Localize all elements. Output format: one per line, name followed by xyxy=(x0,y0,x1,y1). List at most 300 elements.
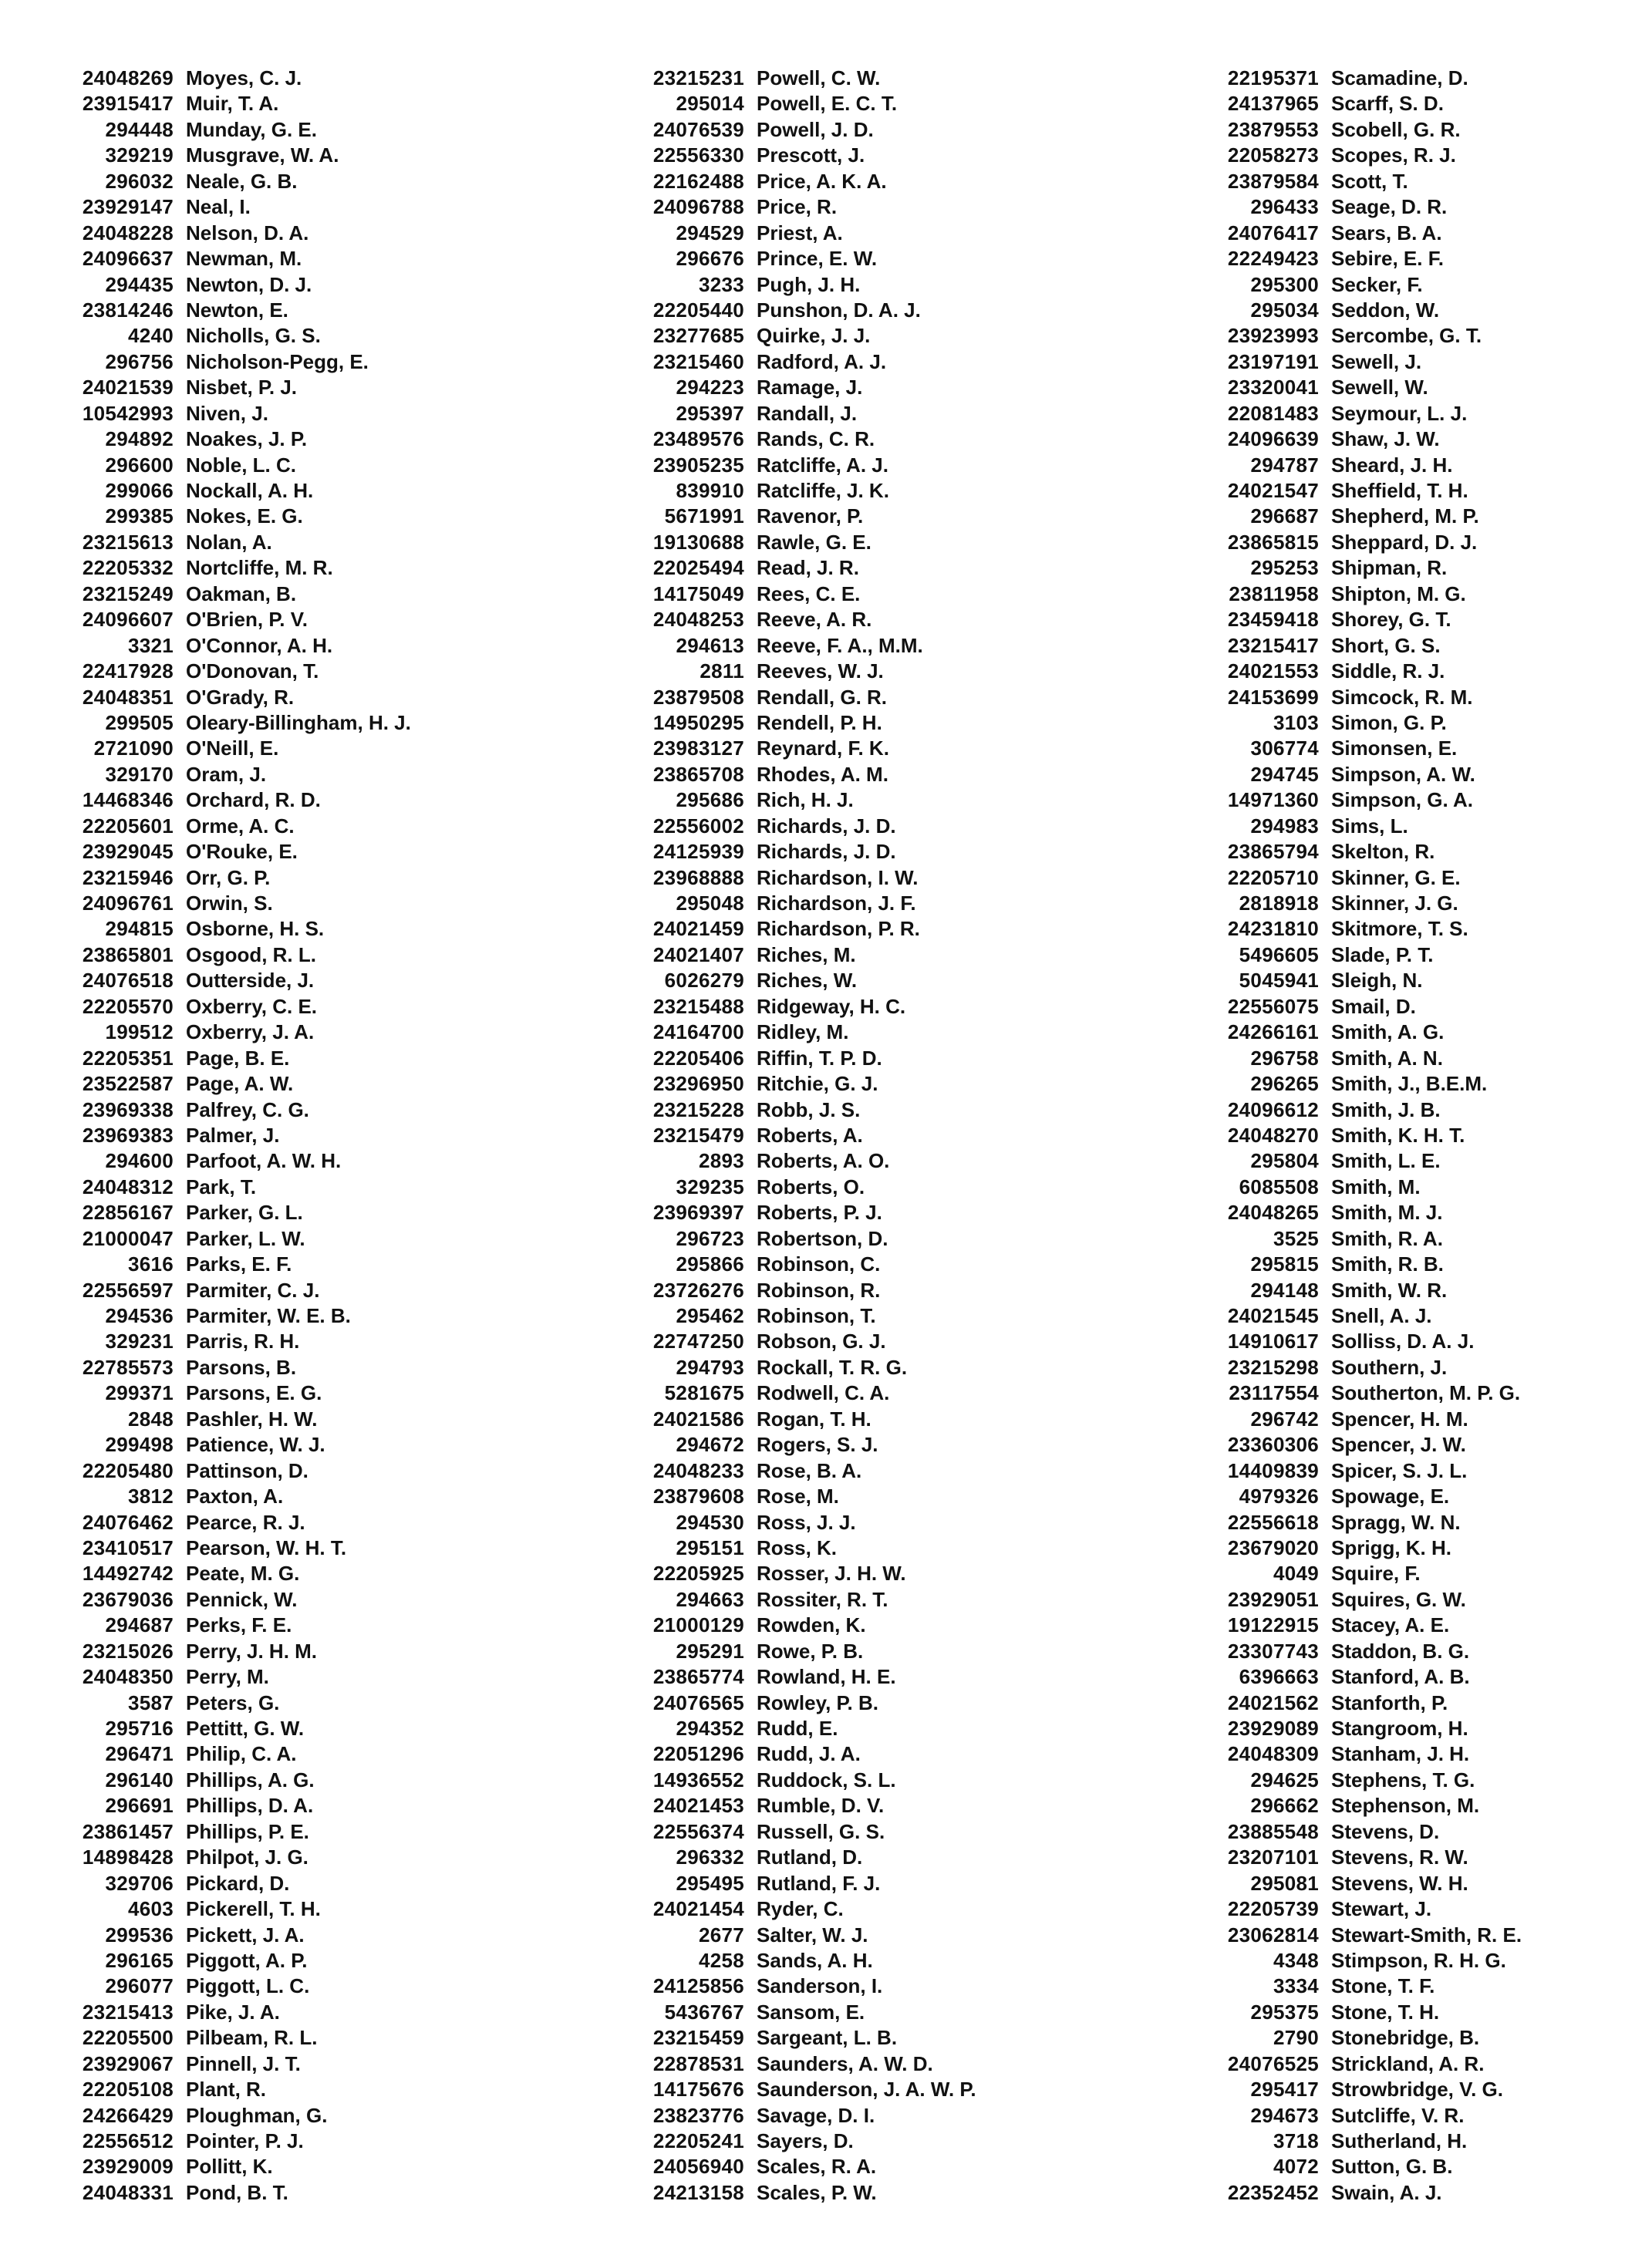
person-name: Newton, E. xyxy=(186,298,288,322)
service-number: 23207101 xyxy=(1227,1845,1319,1869)
person-name: Seage, D. R. xyxy=(1331,195,1448,219)
service-number: 23459418 xyxy=(1227,608,1319,632)
service-number: 294787 xyxy=(1250,453,1319,477)
person-name: Nicholson-Pegg, E. xyxy=(186,349,369,373)
roll-entry xyxy=(46,633,571,659)
service-number: 295048 xyxy=(676,892,744,915)
service-number: 22058273 xyxy=(1227,143,1319,167)
person-name: Nicholls, G. S. xyxy=(186,324,321,348)
roll-entry xyxy=(1192,1510,1652,1535)
service-number: 24021547 xyxy=(1227,479,1319,502)
service-number: 23865801 xyxy=(82,942,174,966)
service-number: 23865774 xyxy=(652,1665,744,1689)
service-number: 23929147 xyxy=(82,195,174,219)
person-name: Park, T. xyxy=(186,1175,257,1198)
person-name: Scales, R. A. xyxy=(757,2155,877,2179)
roll-entry xyxy=(617,1226,1141,1252)
person-name: Rudd, J. A. xyxy=(757,1742,861,1766)
service-number: 5045941 xyxy=(1239,969,1319,993)
roll-entry xyxy=(617,1819,1141,1845)
person-name: Parmiter, C. J. xyxy=(186,1278,320,1302)
service-number: 294983 xyxy=(1250,814,1319,838)
service-number: 296662 xyxy=(1250,1794,1319,1818)
person-name: Seymour, L. J. xyxy=(1331,401,1468,425)
service-number: 24021407 xyxy=(652,942,744,966)
person-name: Pinnell, J. T. xyxy=(186,2051,301,2075)
person-name: Parsons, E. G. xyxy=(186,1381,322,1405)
roll-column-2 xyxy=(617,66,1141,2206)
person-name: Oleary-Billingham, H. J. xyxy=(186,710,411,734)
person-name: Outterside, J. xyxy=(186,969,315,993)
service-number: 3587 xyxy=(127,1690,174,1714)
roll-entry xyxy=(617,891,1141,916)
person-name: Nokes, E. G. xyxy=(186,504,303,528)
roll-entry xyxy=(1192,1458,1652,1484)
person-name: Stevens, R. W. xyxy=(1331,1845,1468,1869)
service-number: 296723 xyxy=(676,1226,744,1250)
service-number: 839910 xyxy=(676,479,744,502)
person-name: Swain, A. J. xyxy=(1331,2180,1442,2204)
person-name: Pashler, H. W. xyxy=(186,1407,318,1431)
service-number: 23215249 xyxy=(82,581,174,605)
service-number: 10542993 xyxy=(82,401,174,425)
roll-entry xyxy=(617,272,1141,298)
roll-entry xyxy=(617,968,1141,993)
person-name: Roberts, O. xyxy=(757,1175,865,1198)
roll-entry xyxy=(1192,1871,1652,1896)
service-number: 23929051 xyxy=(1227,1587,1319,1611)
roll-entry xyxy=(46,1226,571,1252)
person-name: Solliss, D. A. J. xyxy=(1331,1330,1475,1353)
roll-entry xyxy=(617,994,1141,1020)
roll-entry xyxy=(617,2025,1141,2051)
person-name: Spicer, S. J. L. xyxy=(1331,1458,1468,1482)
service-number: 22878531 xyxy=(652,2051,744,2075)
roll-entry xyxy=(617,2180,1141,2206)
service-number: 23062814 xyxy=(1227,1923,1319,1947)
person-name: O'Neill, E. xyxy=(186,736,279,760)
service-number: 295495 xyxy=(676,1871,744,1895)
service-number: 22556374 xyxy=(652,1819,744,1843)
service-number: 296676 xyxy=(676,247,744,271)
service-number: 22205500 xyxy=(82,2026,174,2050)
service-number: 294448 xyxy=(105,117,174,141)
service-number: 296140 xyxy=(105,1768,174,1792)
service-number: 14971360 xyxy=(1227,788,1319,812)
roll-entry xyxy=(1192,710,1652,736)
service-number: 24048228 xyxy=(82,221,174,244)
service-number: 23929067 xyxy=(82,2051,174,2075)
person-name: Strowbridge, V. G. xyxy=(1331,2078,1503,2102)
person-name: Stone, T. F. xyxy=(1331,1974,1435,1998)
service-number: 23923993 xyxy=(1227,324,1319,348)
roll-entry xyxy=(617,1896,1141,1922)
service-number: 24048309 xyxy=(1227,1742,1319,1766)
roll-entry xyxy=(617,762,1141,787)
service-number: 23915417 xyxy=(82,92,174,116)
person-name: Pointer, P. J. xyxy=(186,2129,304,2152)
service-number: 22352452 xyxy=(1227,2180,1319,2204)
service-number: 23277685 xyxy=(652,324,744,348)
service-number: 23865708 xyxy=(652,762,744,786)
roll-entry xyxy=(46,1923,571,1948)
roll-entry xyxy=(617,1923,1141,1948)
roll-entry xyxy=(46,91,571,116)
roll-entry xyxy=(1192,1200,1652,1225)
roll-entry xyxy=(1192,1252,1652,1277)
person-name: Orr, G. P. xyxy=(186,865,271,889)
roll-entry xyxy=(1192,1690,1652,1716)
roll-entry xyxy=(617,736,1141,761)
person-name: Piggott, L. C. xyxy=(186,1974,310,1998)
roll-entry xyxy=(46,1716,571,1741)
person-name: Noakes, J. P. xyxy=(186,427,308,451)
person-name: Skinner, J. G. xyxy=(1331,892,1458,915)
person-name: Skitmore, T. S. xyxy=(1331,917,1468,941)
roll-entry xyxy=(46,1329,571,1354)
service-number: 22205925 xyxy=(652,1562,744,1586)
service-number: 23879508 xyxy=(652,685,744,709)
service-number: 14492742 xyxy=(82,1562,174,1586)
roll-entry xyxy=(617,375,1141,400)
service-number: 23215417 xyxy=(1227,633,1319,657)
person-name: Peate, M. G. xyxy=(186,1562,300,1586)
service-number: 296758 xyxy=(1250,1046,1319,1070)
person-name: Price, A. K. A. xyxy=(757,169,887,193)
roll-entry xyxy=(1192,504,1652,529)
roll-entry xyxy=(46,710,571,736)
roll-entry xyxy=(46,607,571,632)
person-name: Siddle, R. J. xyxy=(1331,659,1445,683)
person-name: Rowe, P. B. xyxy=(757,1639,864,1663)
service-number: 24048331 xyxy=(82,2180,174,2204)
person-name: Smith, R. B. xyxy=(1331,1252,1444,1276)
service-number: 23215459 xyxy=(652,2026,744,2050)
service-number: 295716 xyxy=(105,1717,174,1740)
person-name: Phillips, A. G. xyxy=(186,1768,315,1792)
roll-entry xyxy=(617,1148,1141,1174)
person-name: Neale, G. B. xyxy=(186,169,298,193)
service-number: 14936552 xyxy=(652,1768,744,1792)
roll-column-1 xyxy=(46,66,571,2206)
person-name: Oxberry, C. E. xyxy=(186,994,318,1018)
service-number: 24096637 xyxy=(82,247,174,271)
service-number: 4049 xyxy=(1273,1562,1319,1586)
person-name: Rowland, H. E. xyxy=(757,1665,896,1689)
person-name: Smith, J., B.E.M. xyxy=(1331,1072,1488,1096)
person-name: Scopes, R. J. xyxy=(1331,143,1456,167)
person-name: Russell, G. S. xyxy=(757,1819,885,1843)
roll-entry xyxy=(46,246,571,271)
person-name: Saunders, A. W. D. xyxy=(757,2051,933,2075)
roll-entry xyxy=(617,1020,1141,1045)
roll-entry xyxy=(1192,91,1652,116)
service-number: 296433 xyxy=(1250,195,1319,219)
service-number: 19122915 xyxy=(1227,1613,1319,1637)
person-name: Stone, T. H. xyxy=(1331,2000,1440,2024)
person-name: Stewart-Smith, R. E. xyxy=(1331,1923,1522,1947)
service-number: 23929009 xyxy=(82,2155,174,2179)
service-number: 295081 xyxy=(1250,1871,1319,1895)
roll-entry xyxy=(1192,1741,1652,1767)
service-number: 295462 xyxy=(676,1304,744,1327)
service-number: 294663 xyxy=(676,1587,744,1611)
service-number: 21000047 xyxy=(82,1226,174,1250)
person-name: Sutton, G. B. xyxy=(1331,2155,1453,2179)
service-number: 24096607 xyxy=(82,608,174,632)
service-number: 296165 xyxy=(105,1948,174,1972)
person-name: O'Brien, P. V. xyxy=(186,608,308,632)
person-name: Slade, P. T. xyxy=(1331,942,1434,966)
service-number: 14175049 xyxy=(652,581,744,605)
service-number: 294529 xyxy=(676,221,744,244)
person-name: Nolan, A. xyxy=(186,530,272,554)
person-name: Ridgeway, H. C. xyxy=(757,994,906,1018)
roll-entry xyxy=(1192,272,1652,298)
service-number: 22556597 xyxy=(82,1278,174,1302)
person-name: Robinson, R. xyxy=(757,1278,881,1302)
person-name: Richards, J. D. xyxy=(757,814,896,838)
service-number: 23811958 xyxy=(1229,581,1319,605)
roll-entry xyxy=(617,221,1141,246)
roll-entry xyxy=(617,814,1141,839)
service-number: 6396663 xyxy=(1239,1665,1319,1689)
service-number: 294600 xyxy=(105,1149,174,1173)
roll-entry xyxy=(46,478,571,504)
service-number: 23215231 xyxy=(652,66,744,89)
service-number: 295815 xyxy=(1250,1252,1319,1276)
roll-entry xyxy=(1192,1097,1652,1123)
roll-entry xyxy=(1192,1226,1652,1252)
roll-entry xyxy=(617,1690,1141,1716)
roll-entry xyxy=(46,1845,571,1870)
roll-entry xyxy=(617,91,1141,116)
person-name: Parris, R. H. xyxy=(186,1330,300,1353)
roll-entry xyxy=(1192,1639,1652,1664)
roll-entry xyxy=(1192,66,1652,91)
person-name: Shepherd, M. P. xyxy=(1331,504,1479,528)
roll-entry xyxy=(617,1252,1141,1277)
person-name: O'Rouke, E. xyxy=(186,840,298,864)
service-number: 6026279 xyxy=(664,969,744,993)
roll-entry xyxy=(46,581,571,607)
service-number: 22205332 xyxy=(82,556,174,580)
roll-entry xyxy=(617,1535,1141,1561)
service-number: 23929045 xyxy=(82,840,174,864)
service-number: 329231 xyxy=(105,1330,174,1353)
person-name: Ratcliffe, J. K. xyxy=(757,479,889,502)
service-number: 24048351 xyxy=(82,685,174,709)
roll-entry xyxy=(46,968,571,993)
roll-entry xyxy=(46,1097,571,1123)
roll-entry xyxy=(617,1510,1141,1535)
roll-entry xyxy=(617,1380,1141,1406)
person-name: Rudd, E. xyxy=(757,1717,838,1740)
roll-entry xyxy=(1192,659,1652,684)
roll-entry xyxy=(46,1561,571,1586)
roll-entry xyxy=(1192,1329,1652,1354)
roll-entry xyxy=(46,555,571,581)
person-name: Stephenson, M. xyxy=(1331,1794,1480,1818)
person-name: Oxberry, J. A. xyxy=(186,1020,315,1044)
service-number: 22556075 xyxy=(1227,994,1319,1018)
roll-entry xyxy=(1192,375,1652,400)
person-name: Rees, C. E. xyxy=(757,581,861,605)
roll-entry xyxy=(617,839,1141,865)
roll-entry xyxy=(1192,865,1652,891)
roll-entry xyxy=(617,66,1141,91)
service-number: 24153699 xyxy=(1227,685,1319,709)
person-name: Nelson, D. A. xyxy=(186,221,309,244)
roll-entry xyxy=(617,1432,1141,1458)
roll-entry xyxy=(46,2129,571,2154)
roll-entry xyxy=(46,1148,571,1174)
roll-entry xyxy=(617,1974,1141,1999)
roll-entry xyxy=(617,246,1141,271)
person-name: Philip, C. A. xyxy=(186,1742,297,1766)
roll-entry xyxy=(46,194,571,220)
service-number: 4258 xyxy=(698,1948,744,1972)
person-name: Stanham, J. H. xyxy=(1331,1742,1470,1766)
person-name: Rose, B. A. xyxy=(757,1458,862,1482)
service-number: 3616 xyxy=(127,1252,174,1276)
roll-entry xyxy=(1192,1974,1652,1999)
service-number: 23814246 xyxy=(82,298,174,322)
roll-entry xyxy=(617,1071,1141,1097)
service-number: 23296950 xyxy=(652,1072,744,1096)
roll-entry xyxy=(617,1613,1141,1638)
person-name: Rendall, G. R. xyxy=(757,685,888,709)
roll-entry xyxy=(617,2077,1141,2102)
person-name: Rowley, P. B. xyxy=(757,1690,878,1714)
roll-entry xyxy=(1192,2000,1652,2025)
person-name: Parfoot, A. W. H. xyxy=(186,1149,342,1173)
roll-entry xyxy=(46,2025,571,2051)
roll-entry xyxy=(1192,117,1652,143)
service-number: 23197191 xyxy=(1227,349,1319,373)
roll-entry xyxy=(1192,1664,1652,1690)
service-number: 22205601 xyxy=(82,814,174,838)
service-number: 299066 xyxy=(105,479,174,502)
person-name: Smith, J. B. xyxy=(1331,1097,1441,1121)
service-number: 3812 xyxy=(127,1485,174,1508)
service-number: 22747250 xyxy=(652,1330,744,1353)
roll-entry xyxy=(617,117,1141,143)
person-name: Sutcliffe, V. R. xyxy=(1331,2103,1465,2127)
roll-entry xyxy=(617,607,1141,632)
roll-entry xyxy=(46,1871,571,1896)
service-number: 24266429 xyxy=(82,2103,174,2127)
service-number: 23320041 xyxy=(1227,376,1319,399)
roll-entry xyxy=(1192,1819,1652,1845)
service-number: 296471 xyxy=(105,1742,174,1766)
person-name: Riches, M. xyxy=(757,942,856,966)
person-name: Riches, W. xyxy=(757,969,858,993)
roll-entry xyxy=(46,1123,571,1148)
service-number: 199512 xyxy=(105,1020,174,1044)
service-number: 295291 xyxy=(676,1639,744,1663)
service-number: 294223 xyxy=(676,376,744,399)
person-name: Niven, J. xyxy=(186,401,268,425)
service-number: 294745 xyxy=(1250,762,1319,786)
roll-entry xyxy=(617,1587,1141,1613)
person-name: Parker, G. L. xyxy=(186,1201,303,1225)
service-number: 22205739 xyxy=(1227,1897,1319,1921)
roll-entry xyxy=(617,659,1141,684)
roll-entry xyxy=(617,1664,1141,1690)
roll-entry xyxy=(617,1484,1141,1509)
service-number: 4072 xyxy=(1273,2155,1319,2179)
roll-entry xyxy=(46,66,571,91)
roll-entry xyxy=(46,1819,571,1845)
service-number: 3525 xyxy=(1273,1226,1319,1250)
roll-entry xyxy=(617,1303,1141,1329)
person-name: Oram, J. xyxy=(186,762,267,786)
service-number: 295804 xyxy=(1250,1149,1319,1173)
roll-entry xyxy=(1192,2180,1652,2206)
person-name: Saunderson, J. A. W. P. xyxy=(757,2078,976,2102)
person-name: Snell, A. J. xyxy=(1331,1304,1432,1327)
person-name: Smith, M. J. xyxy=(1331,1201,1443,1225)
roll-entry xyxy=(46,1768,571,1793)
person-name: Sands, A. H. xyxy=(757,1948,873,1972)
person-name: Pond, B. T. xyxy=(186,2180,288,2204)
roll-entry xyxy=(46,375,571,400)
roll-entry xyxy=(1192,814,1652,839)
roll-entry xyxy=(617,1097,1141,1123)
service-number: 294352 xyxy=(676,1717,744,1740)
person-name: Perry, M. xyxy=(186,1665,269,1689)
roll-entry xyxy=(46,2103,571,2129)
roll-entry xyxy=(46,2000,571,2025)
roll-entry xyxy=(46,736,571,761)
roll-entry xyxy=(617,633,1141,659)
roll-entry xyxy=(46,1175,571,1200)
service-number: 4979326 xyxy=(1239,1485,1319,1508)
service-number: 2790 xyxy=(1273,2026,1319,2050)
person-name: Short, G. S. xyxy=(1331,633,1441,657)
person-name: Smith, A. N. xyxy=(1331,1046,1443,1070)
person-name: Oakman, B. xyxy=(186,581,297,605)
roll-entry xyxy=(617,555,1141,581)
service-number: 23726276 xyxy=(652,1278,744,1302)
service-number: 23215228 xyxy=(652,1097,744,1121)
roll-entry xyxy=(46,2180,571,2206)
person-name: Rich, H. J. xyxy=(757,788,854,812)
person-name: Perry, J. H. M. xyxy=(186,1639,318,1663)
person-name: Parmiter, W. E. B. xyxy=(186,1304,351,1327)
roll-entry xyxy=(1192,1123,1652,1148)
service-number: 3718 xyxy=(1273,2129,1319,2152)
person-name: Squires, G. W. xyxy=(1331,1587,1466,1611)
service-number: 296691 xyxy=(105,1794,174,1818)
service-number: 23929089 xyxy=(1227,1717,1319,1740)
person-name: Smail, D. xyxy=(1331,994,1416,1018)
service-number: 2721090 xyxy=(93,736,174,760)
service-number: 23360306 xyxy=(1227,1433,1319,1457)
service-number: 24076462 xyxy=(82,1510,174,1534)
person-name: Pettitt, G. W. xyxy=(186,1717,305,1740)
service-number: 22249423 xyxy=(1227,247,1319,271)
roll-column-3 xyxy=(1192,66,1652,2206)
person-name: Savage, D. I. xyxy=(757,2103,875,2127)
service-number: 24056940 xyxy=(652,2155,744,2179)
service-number: 306774 xyxy=(1250,736,1319,760)
person-name: Richardson, P. R. xyxy=(757,917,920,941)
service-number: 24021553 xyxy=(1227,659,1319,683)
service-number: 23861457 xyxy=(82,1819,174,1843)
roll-entry xyxy=(617,1639,1141,1664)
